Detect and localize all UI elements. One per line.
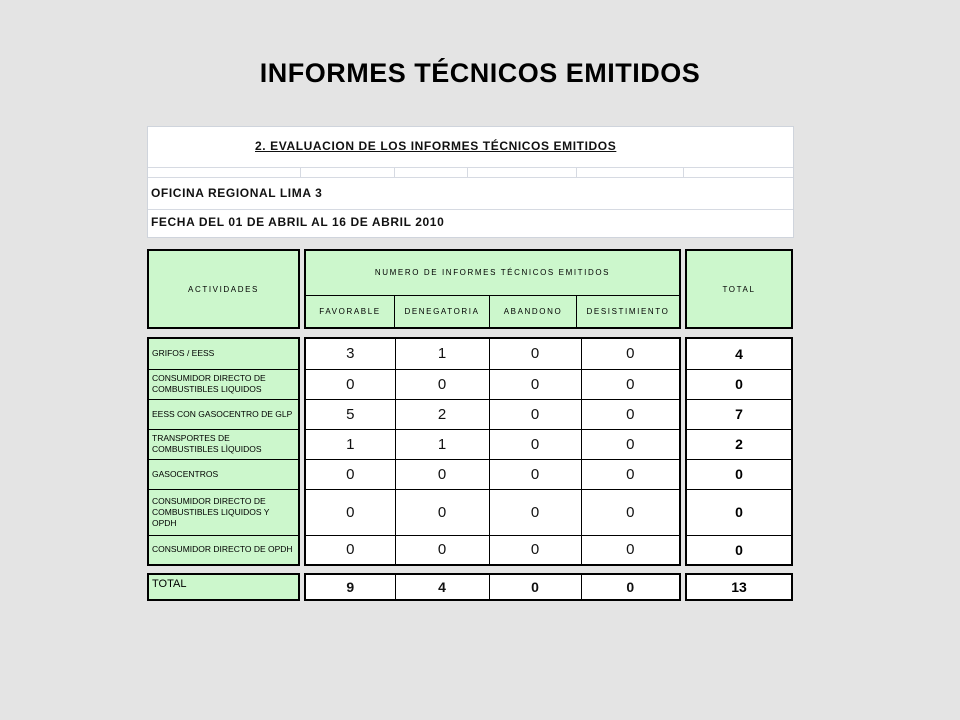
value-cell: 0 xyxy=(581,339,679,369)
value-cell: 0 xyxy=(489,369,581,399)
group-header-label: NUMERO DE INFORMES TÉCNICOS EMITIDOS xyxy=(306,251,679,295)
value-cell: 1 xyxy=(395,339,489,369)
value-cell: 2 xyxy=(395,399,489,429)
activities-header-label: ACTIVIDADES xyxy=(188,284,259,294)
value-cell: 0 xyxy=(489,429,581,459)
value-cell: 1 xyxy=(395,429,489,459)
value-cell: 0 xyxy=(581,459,679,489)
row-total-cell: 2 xyxy=(687,429,791,459)
value-cell: 0 xyxy=(581,429,679,459)
activity-row-label: GRIFOS / EESS xyxy=(149,339,298,369)
table-row xyxy=(306,339,679,369)
row-totals xyxy=(685,337,793,566)
value-cell: 5 xyxy=(306,399,395,429)
value-cell: 0 xyxy=(581,369,679,399)
totals-label xyxy=(147,573,300,601)
page-title: INFORMES TÉCNICOS EMITIDOS xyxy=(259,58,701,88)
total-cell-denegatoria: 4 xyxy=(395,575,489,599)
value-cell: 0 xyxy=(581,399,679,429)
totals-label-text: TOTAL xyxy=(152,578,187,590)
value-cell: 1 xyxy=(306,429,395,459)
table-row xyxy=(306,459,679,489)
value-cell: 0 xyxy=(489,535,581,564)
activities-list xyxy=(147,337,300,566)
value-cell: 0 xyxy=(306,535,395,564)
value-cell: 0 xyxy=(489,399,581,429)
value-cell: 0 xyxy=(489,459,581,489)
column-header-desistimiento: DESISTIMIENTO xyxy=(577,295,680,327)
sheet-heading: 2. EVALUACION DE LOS INFORMES TÉCNICOS EMITIDOS xyxy=(255,139,617,153)
total-cell-abandono: 0 xyxy=(489,575,581,599)
row-total-cell: 0 xyxy=(687,369,791,399)
total-header-label: TOTAL xyxy=(722,284,756,294)
row-total-cell: 4 xyxy=(687,339,791,369)
grand-total-value: 13 xyxy=(731,579,747,595)
row-total-cell: 0 xyxy=(735,541,743,558)
total-cell-desistimiento: 0 xyxy=(581,575,679,599)
activity-row-label: CONSUMIDOR DIRECTO DE COMBUSTIBLES LIQUIDOS Y OPDH xyxy=(149,489,298,535)
value-cell: 0 xyxy=(489,339,581,369)
table-row xyxy=(306,369,679,399)
activity-row-label: TRANSPORTES DE COMBUSTIBLES LÌQUIDOS xyxy=(149,429,298,459)
value-cell: 0 xyxy=(395,369,489,399)
value-cell: 0 xyxy=(395,459,489,489)
activity-row-label: CONSUMIDOR DIRECTO DE COMBUSTIBLES LIQUIDOS xyxy=(149,369,298,399)
activity-row-label: EESS CON GASOCENTRO DE GLP xyxy=(149,399,298,429)
column-header-denegatoria: DENEGATORIA xyxy=(395,295,490,327)
column-header-favorable: FAVORABLE xyxy=(306,295,395,327)
table-row xyxy=(306,399,679,429)
activity-row-label: GASOCENTROS xyxy=(149,459,298,489)
row-total-cell: 0 xyxy=(687,459,791,489)
value-cell: 0 xyxy=(581,489,679,535)
column-header-abandono: ABANDONO xyxy=(490,295,577,327)
row-total-cell: 0 xyxy=(687,489,791,535)
office-label: OFICINA REGIONAL LIMA 3 xyxy=(151,186,323,200)
table-row xyxy=(306,429,679,459)
value-cell: 3 xyxy=(306,339,395,369)
activities-header xyxy=(147,249,300,329)
grand-total xyxy=(685,573,793,601)
value-cell: 0 xyxy=(306,369,395,399)
table-row xyxy=(306,489,679,535)
report-header-sheet xyxy=(147,126,794,238)
activity-row-label: CONSUMIDOR DIRECTO DE OPDH xyxy=(152,544,293,555)
total-header xyxy=(685,249,793,329)
total-cell-favorable: 9 xyxy=(306,575,395,599)
row-total-cell: 7 xyxy=(687,399,791,429)
value-cell: 0 xyxy=(581,535,679,564)
value-cell: 0 xyxy=(395,535,489,564)
value-cell: 0 xyxy=(306,459,395,489)
table-row xyxy=(306,535,679,564)
values-grid xyxy=(304,337,681,566)
totals-row xyxy=(304,573,681,601)
value-cell: 0 xyxy=(306,489,395,535)
value-cell: 0 xyxy=(489,489,581,535)
date-range-label: FECHA DEL 01 DE ABRIL AL 16 DE ABRIL 2010 xyxy=(151,215,445,229)
value-cell: 0 xyxy=(395,489,489,535)
reports-group-header xyxy=(304,249,681,329)
